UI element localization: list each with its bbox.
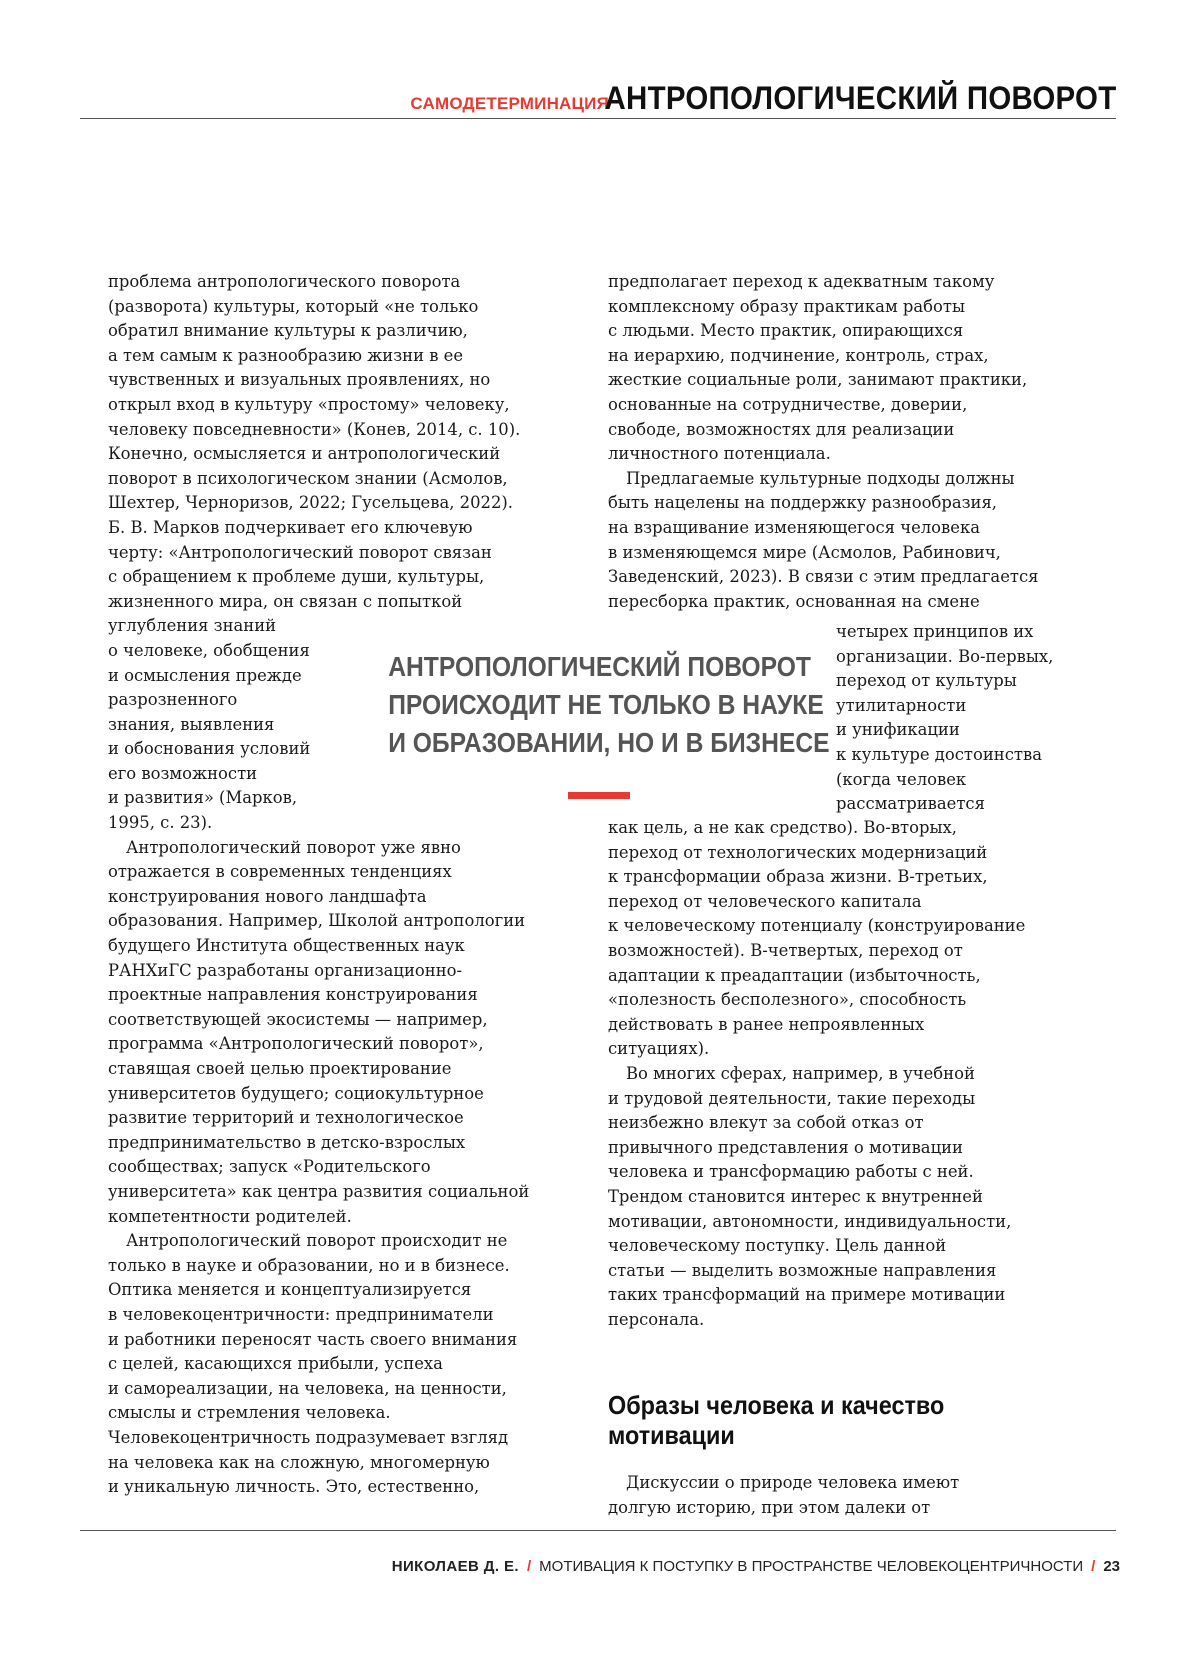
text-line: адаптации к преадаптации (избыточность,	[608, 964, 1025, 989]
section-label: САМОДЕТЕРМИНАЦИЯ	[410, 94, 609, 114]
text-line: пересборка практик, основанная на смене	[608, 590, 1039, 615]
text-line: как цель, а не как средство). Во-вторых,	[608, 816, 1025, 841]
text-line: быть нацелены на поддержку разнообразия,	[608, 491, 1039, 516]
text-line: четырех принципов их	[836, 620, 1053, 645]
text-line: Антропологический поворот уже явно	[108, 836, 529, 861]
text-line: с целей, касающихся прибыли, успеха	[108, 1352, 529, 1377]
text-line: ставящая своей целью проектирование	[108, 1057, 529, 1082]
text-line: мотивации	[608, 1420, 944, 1450]
text-line: переход от человеческого капитала	[608, 890, 1025, 915]
text-line: Во многих сферах, например, в учебной	[608, 1062, 1025, 1087]
text-line: рассматривается	[836, 792, 1053, 817]
text-line: Образы человека и качество	[608, 1390, 944, 1420]
text-line: и самореализации, на человека, на ценности,	[108, 1377, 529, 1402]
right-column-bottom	[608, 816, 1025, 1332]
text-line: конструирования нового ландшафта	[108, 885, 529, 910]
text-line: только в науке и образовании, но и в бизнесе.	[108, 1254, 529, 1279]
text-line: к культуре достоинства	[836, 743, 1053, 768]
text-line: образования. Например, Школой антропологии	[108, 909, 529, 934]
text-line: И ОБРАЗОВАНИИ, НО И В БИЗНЕСЕ	[388, 724, 802, 762]
pull-quote-accent-bar	[568, 792, 630, 799]
text-line: Трендом становится интерес к внутренней	[608, 1185, 1025, 1210]
text-line: углубления знаний	[108, 614, 529, 639]
text-line: АНТРОПОЛОГИЧЕСКИЙ ПОВОРОТ	[388, 648, 802, 686]
text-line: Шехтер, Черноризов, 2022; Гусельцева, 2022).	[108, 491, 529, 516]
text-line: черту: «Антропологический поворот связан	[108, 541, 529, 566]
section-subheading	[608, 1390, 944, 1450]
text-line: в изменяющемся мире (Асмолов, Рабинович,	[608, 541, 1039, 566]
text-line: университетов будущего; социокультурное	[108, 1082, 529, 1107]
text-line: Заведенский, 2023). В связи с этим предлагается	[608, 565, 1039, 590]
pull-quote	[388, 648, 802, 762]
text-line: соответствующей экосистемы — например,	[108, 1008, 529, 1033]
text-line: привычного представления о мотивации	[608, 1136, 1025, 1161]
text-line: открыл вход в культуру «простому» человеку,	[108, 393, 529, 418]
text-line: переход от технологических модернизаций	[608, 841, 1025, 866]
text-line: будущего Института общественных наук	[108, 934, 529, 959]
right-column-wrap	[836, 620, 1053, 817]
text-line: ситуациях).	[608, 1037, 1025, 1062]
text-line: поворот в психологическом знании (Асмолов,	[108, 467, 529, 492]
text-line: жизненного мира, он связан с попыткой	[108, 590, 529, 615]
left-column	[108, 270, 529, 1500]
text-line: ПРОИСХОДИТ НЕ ТОЛЬКО В НАУКЕ	[388, 686, 802, 724]
text-line: возможностей). В-четвертых, переход от	[608, 939, 1025, 964]
text-line: предполагает переход к адекватным такому	[608, 270, 1039, 295]
footer-separator-2: /	[1091, 1558, 1095, 1575]
text-line: обратил внимание культуры к различию,	[108, 319, 529, 344]
text-line: переход от культуры	[836, 669, 1053, 694]
footer-rule	[80, 1530, 1116, 1531]
text-line: комплексному образу практикам работы	[608, 295, 1039, 320]
text-line: и осмысления прежде	[108, 664, 529, 689]
text-line: и трудовой деятельности, такие переходы	[608, 1087, 1025, 1112]
text-line: жесткие социальные роли, занимают практики,	[608, 368, 1039, 393]
text-line: смыслы и стремления человека.	[108, 1401, 529, 1426]
text-line: свободе, возможностях для реализации	[608, 418, 1039, 443]
running-title: АНТРОПОЛОГИЧЕСКИЙ ПОВОРОТ	[604, 80, 1116, 117]
text-line: (разворота) культуры, который «не только	[108, 295, 529, 320]
text-line: сообществах; запуск «Родительского	[108, 1155, 529, 1180]
text-line: неизбежно влекут за собой отказ от	[608, 1111, 1025, 1136]
text-line: (когда человек	[836, 768, 1053, 793]
text-line: в человекоцентричности: предприниматели	[108, 1303, 529, 1328]
text-line: таких трансформаций на примере мотивации	[608, 1283, 1025, 1308]
text-line: «полезность бесполезного», способность	[608, 988, 1025, 1013]
text-line: Б. В. Марков подчеркивает его ключевую	[108, 516, 529, 541]
text-line: к трансформации образа жизни. В-третьих,	[608, 865, 1025, 890]
text-line: и работники переносят часть своего внимания	[108, 1328, 529, 1353]
text-line: и развития» (Марков,	[108, 786, 529, 811]
header-rule	[80, 118, 1116, 119]
text-line: утилитарности	[836, 694, 1053, 719]
text-line: на иерархию, подчинение, контроль, страх,	[608, 344, 1039, 369]
text-line: Антропологический поворот происходит не	[108, 1229, 529, 1254]
text-line: и унификации	[836, 718, 1053, 743]
text-line: на человека как на сложную, многомерную	[108, 1451, 529, 1476]
right-column-top	[608, 270, 1039, 614]
text-line: разрозненного	[108, 688, 529, 713]
text-line: знания, выявления	[108, 713, 529, 738]
text-line: человека и трансформацию работы с ней.	[608, 1160, 1025, 1185]
text-line: и обоснования условий	[108, 737, 529, 762]
text-line: проектные направления конструирования	[108, 983, 529, 1008]
text-line: чувственных и визуальных проявлениях, но	[108, 368, 529, 393]
text-line: персонала.	[608, 1308, 1025, 1333]
text-line: Конечно, осмысляется и антропологический	[108, 442, 529, 467]
text-line: а тем самым к разнообразию жизни в ее	[108, 344, 529, 369]
text-line: к человеческому потенциалу (конструирование	[608, 914, 1025, 939]
text-line: действовать в ранее непроявленных	[608, 1013, 1025, 1038]
text-line: предпринимательство в детско-взрослых	[108, 1131, 529, 1156]
text-line: Оптика меняется и концептуализируется	[108, 1278, 529, 1303]
page-number: 23	[1103, 1558, 1120, 1575]
text-line: личностного потенциала.	[608, 442, 1039, 467]
text-line: с обращением к проблеме души, культуры,	[108, 565, 529, 590]
footer-separator: /	[527, 1558, 531, 1575]
text-line: основанные на сотрудничестве, доверии,	[608, 393, 1039, 418]
text-line: на взращивание изменяющегося человека	[608, 516, 1039, 541]
text-line: организации. Во-первых,	[836, 645, 1053, 670]
text-line: и уникальную личность. Это, естественно,	[108, 1475, 529, 1500]
text-line: Предлагаемые культурные подходы должны	[608, 467, 1039, 492]
text-line: человеку повседневности» (Конев, 2014, с. 10).	[108, 418, 529, 443]
page-header	[0, 80, 1116, 118]
right-column-tail	[608, 1471, 959, 1520]
text-line: о человеке, обобщения	[108, 639, 529, 664]
text-line: Дискуссии о природе человека имеют	[608, 1471, 959, 1496]
text-line: развитие территорий и технологическое	[108, 1106, 529, 1131]
text-line: его возможности	[108, 762, 529, 787]
text-line: программа «Антропологический поворот»,	[108, 1032, 529, 1057]
text-line: с людьми. Место практик, опирающихся	[608, 319, 1039, 344]
text-line: статьи — выделить возможные направления	[608, 1259, 1025, 1284]
text-line: 1995, с. 23).	[108, 811, 529, 836]
text-line: долгую историю, при этом далеки от	[608, 1496, 959, 1521]
text-line: РАНХиГС разработаны организационно-	[108, 959, 529, 984]
footer-author: НИКОЛАЕВ Д. Е.	[392, 1558, 519, 1575]
text-line: Человекоцентричность подразумевает взгляд	[108, 1426, 529, 1451]
text-line: отражается в современных тенденциях	[108, 860, 529, 885]
text-line: человеческому поступку. Цель данной	[608, 1234, 1025, 1259]
page-footer	[392, 1558, 1120, 1575]
footer-article-title: МОТИВАЦИЯ К ПОСТУПКУ В ПРОСТРАНСТВЕ ЧЕЛОВЕКОЦЕНТРИЧНОСТИ	[539, 1558, 1083, 1575]
text-line: проблема антропологического поворота	[108, 270, 529, 295]
text-line: университета» как центра развития социальной	[108, 1180, 529, 1205]
text-line: мотивации, автономности, индивидуальности,	[608, 1210, 1025, 1235]
text-line: компетентности родителей.	[108, 1205, 529, 1230]
